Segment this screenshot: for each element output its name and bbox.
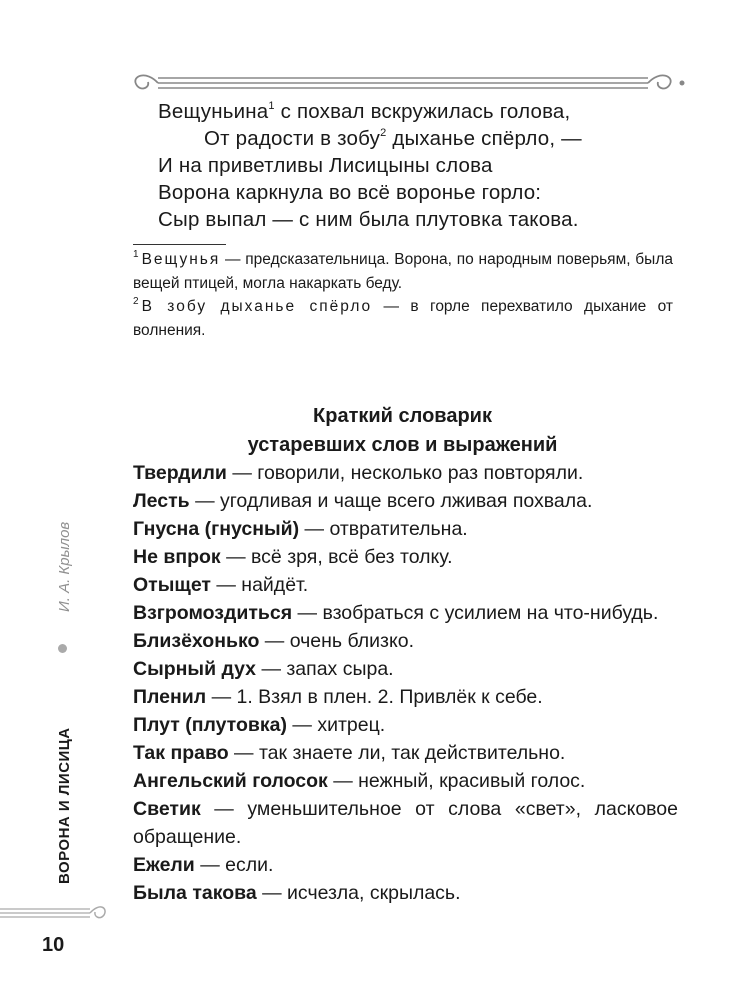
poem-stanza	[158, 98, 678, 233]
footnote: $^1$ Вещунья — предсказательница. Ворона, по народным поверьям, была вещей птицей, могла накаркать беду.	[133, 249, 673, 292]
footnote-divider	[133, 244, 226, 245]
top-ornament	[128, 68, 688, 98]
glossary-entry: Отыщет — найдёт.	[133, 574, 309, 596]
glossary-entry: Светик — уменьшительное от слова «свет», ласковое обращение.	[133, 798, 678, 848]
glossary-entry: Была такова — исчезла, скрылась.	[133, 882, 461, 904]
footnote-ref: 2	[380, 127, 387, 139]
glossary-entry: Твердили — говорили, несколько раз повторяли.	[133, 462, 584, 484]
glossary-entry: Гнусна (гнусный) — отвратительна.	[133, 518, 468, 540]
glossary-title: Краткий словарик устаревших слов и выражений	[247, 405, 558, 456]
poem-line: И на приветливы Лисицыны слова	[158, 154, 493, 177]
poem-line: Вещуньина$^1$ с похвал вскружилась голова,	[158, 100, 571, 123]
glossary-entry: Не впрок — всё зря, всё без толку.	[133, 546, 453, 568]
running-head-title: ВОРОНА И ЛИСИЦА	[56, 727, 73, 884]
bottom-ornament	[0, 898, 110, 928]
footnote: $^2$ В зобу дыханье спёрло — в горле перехватило дыхание от волнения.	[133, 296, 673, 339]
glossary-entry: Близёхонько — очень близко.	[133, 630, 415, 652]
footnote-ref: 1	[268, 100, 275, 112]
glossary-entry: Так право — так знаете ли, так действительно.	[133, 742, 566, 764]
glossary-entry: Взгромоздиться — взобраться с усилием на что-нибудь.	[133, 602, 659, 624]
glossary-entry: Ежели — если.	[133, 854, 274, 876]
page-number: 10	[42, 934, 65, 956]
running-head-dot	[58, 644, 67, 653]
glossary-entry: Пленил — 1. Взял в плен. 2. Привлёк к себе.	[133, 686, 543, 708]
glossary-entry: Ангельский голосок — нежный, красивый голос.	[133, 770, 586, 792]
poem-line: От радости в зобу$^2$ дыханье спёрло, —	[204, 127, 582, 150]
poem-line: Ворона каркнула во всё воронье горло:	[158, 181, 542, 204]
glossary-list	[133, 459, 678, 907]
poem-line: Сыр выпал — с ним была плутовка такова.	[158, 208, 579, 231]
running-head-author: И. А. Крылов	[56, 521, 73, 612]
glossary-entry: Плут (плутовка) — хитрец.	[133, 714, 386, 736]
glossary-entry: Сырный дух — запах сыра.	[133, 658, 394, 680]
glossary-entry: Лесть — угодливая и чаще всего лживая похвала.	[133, 490, 593, 512]
footnotes	[133, 248, 673, 342]
